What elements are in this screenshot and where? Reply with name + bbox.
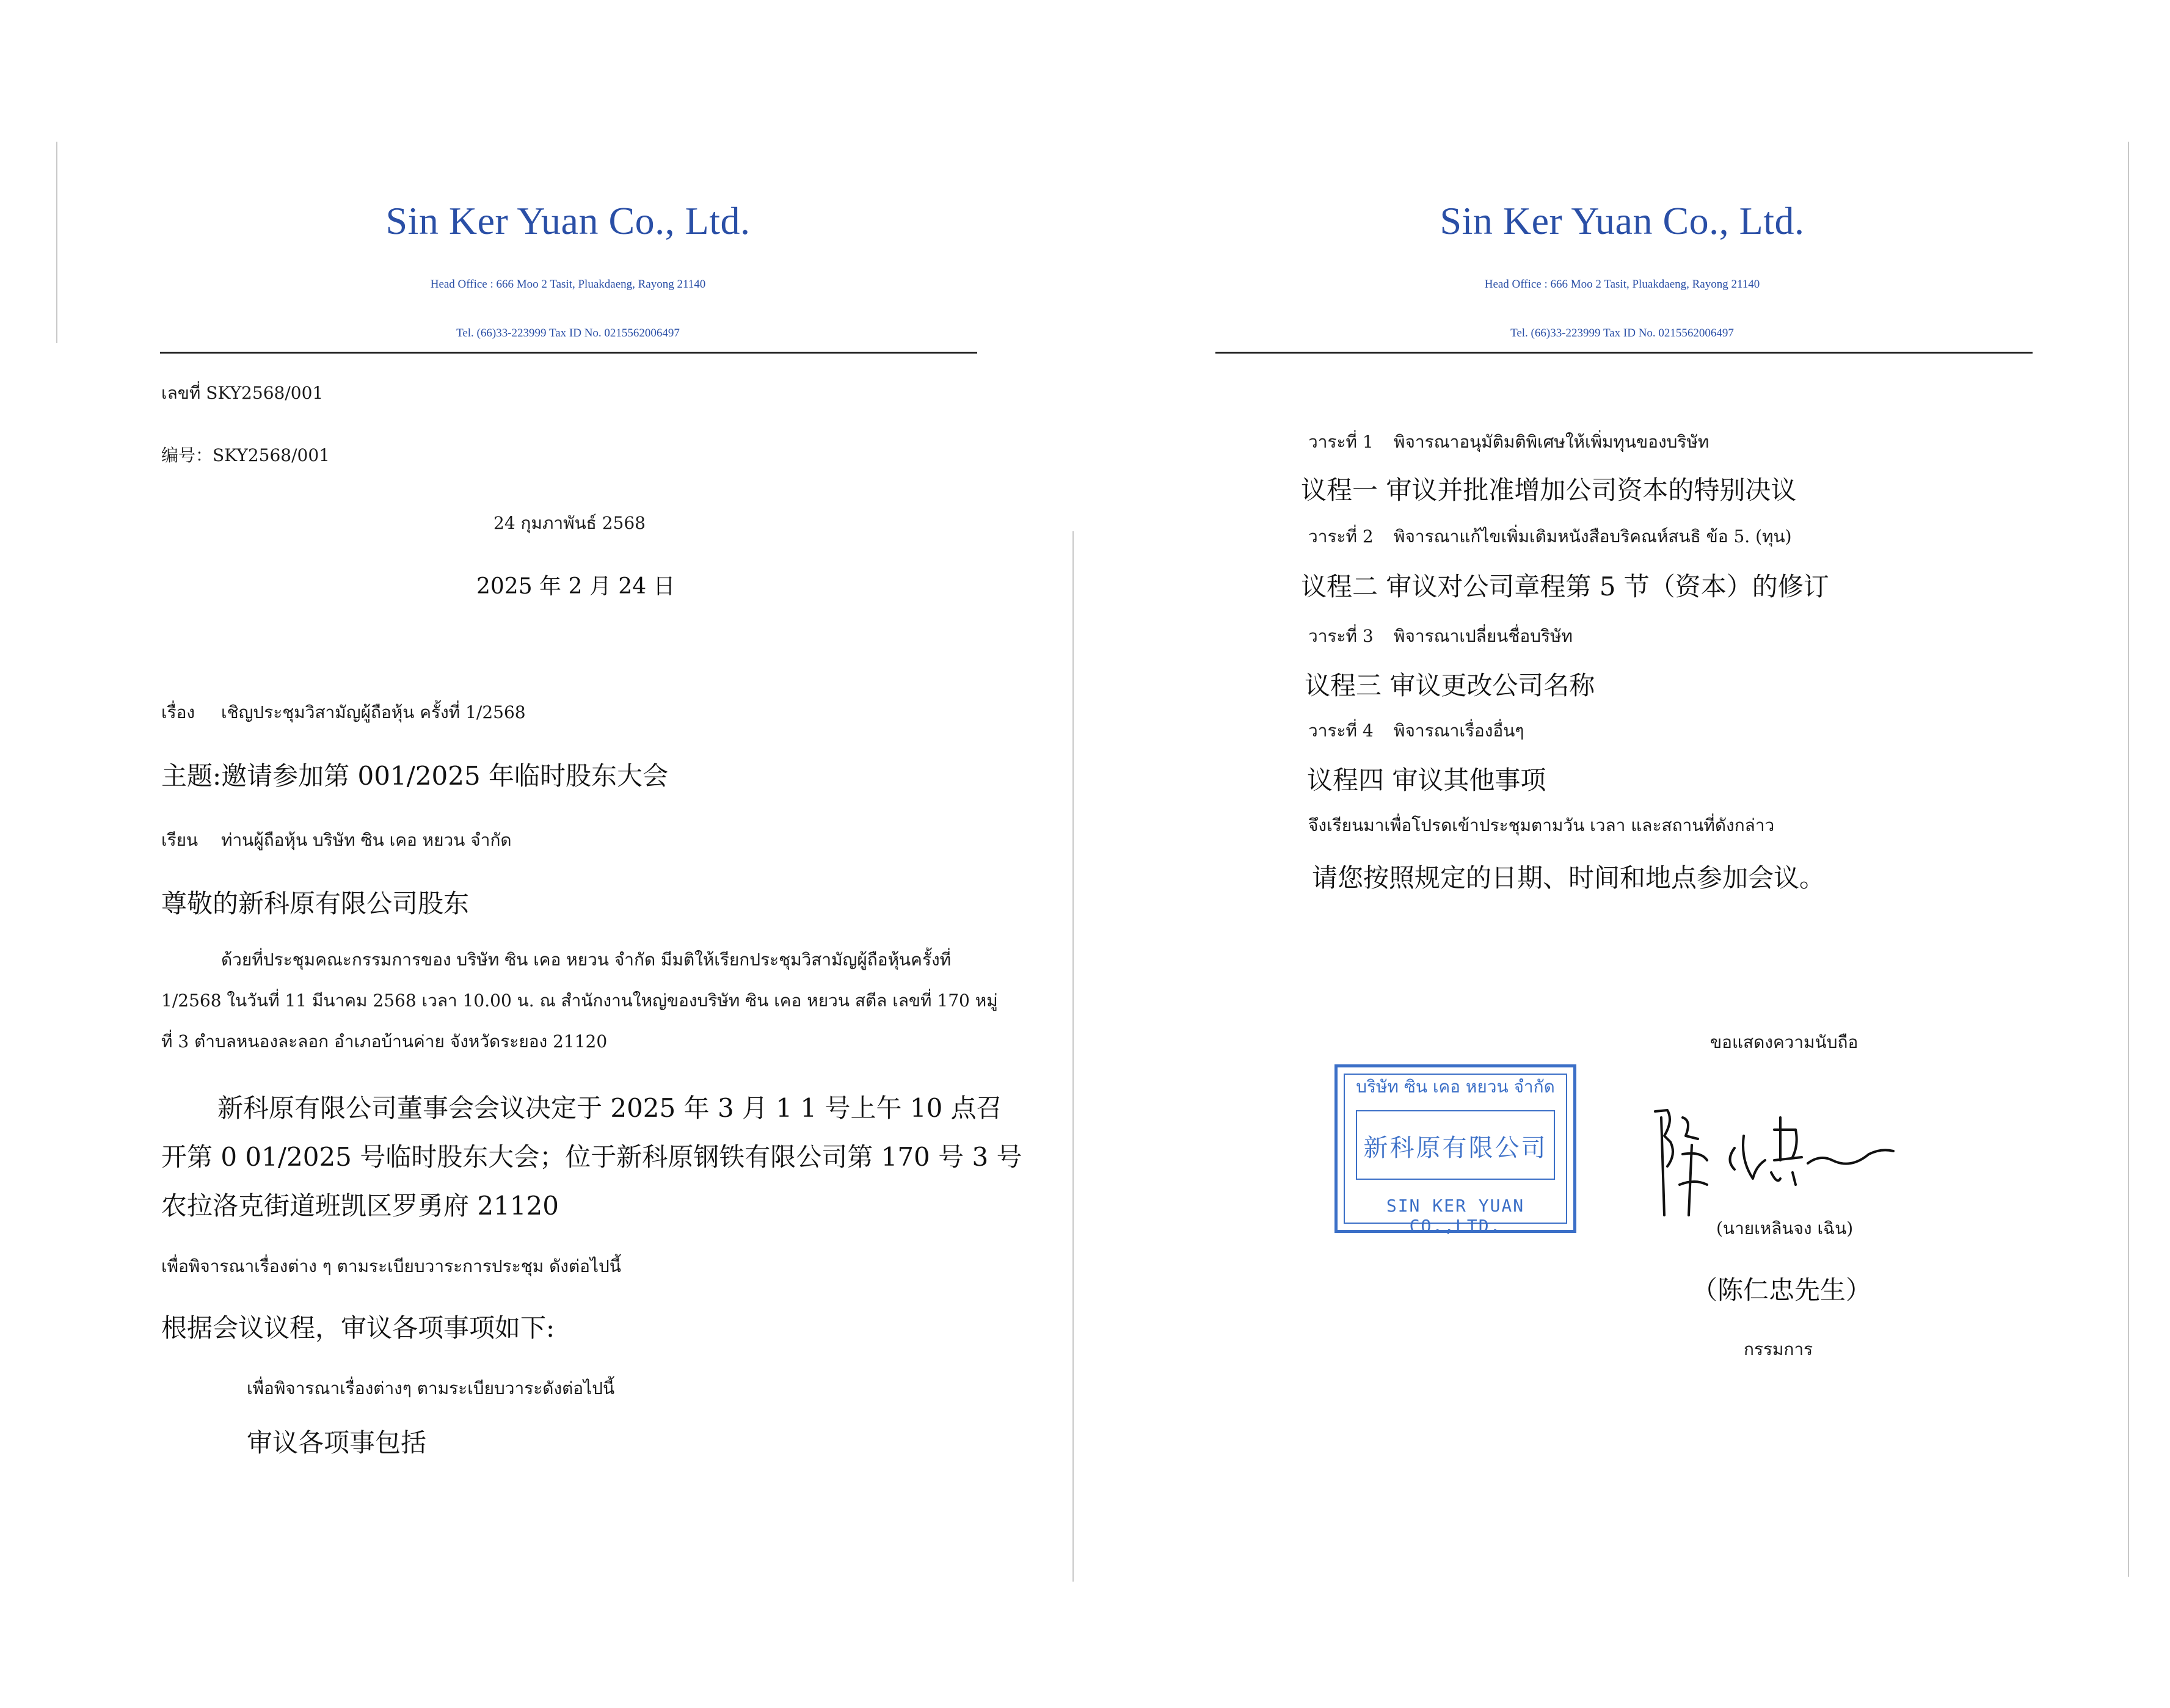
agenda-text-th: พิจารณาแก้ไขเพิ่มเติมหนังสือบริคณห์สนธิ ข้อ 5. (ทุน) — [1394, 526, 1792, 547]
agenda-text-zh: 议程二 审议对公司章程第 5 节（资本）的修订 — [1301, 572, 1829, 601]
letterhead-contact: Tel. (66)33-223999 Tax ID No. 0215562006497 — [456, 327, 680, 340]
recipient-th: ท่านผู้ถือหุ้น บริษัท ซิน เคอ หยวน จำกัด — [221, 830, 512, 850]
stamp-text-en: SIN KER YUAN CO.,LTD. — [1386, 1196, 1525, 1236]
signer-title-th: กรรมการ — [1744, 1339, 1813, 1359]
stamp-text-zh: 新科原有限公司 — [1363, 1134, 1548, 1162]
body-line-th: ที่ 3 ตำบลหนองละลอก อำเภอบ้านค่าย จังหวัดระยอง 21120 — [161, 1031, 608, 1052]
letterhead-rule — [160, 352, 977, 354]
letterhead-address: Head Office : 666 Moo 2 Tasit, Pluakdaeng, Rayong 21140 — [430, 278, 706, 291]
page-divider — [1072, 531, 1074, 1582]
right-page-edge — [2128, 142, 2129, 1577]
signature — [1649, 1093, 1954, 1234]
signer-name-th: (นายเหลินจง เฉิน) — [1716, 1218, 1854, 1238]
reference-number-zh: 编号：SKY2568/001 — [161, 445, 330, 465]
consider-intro-zh: 根据会议议程，审议各项事项如下: — [161, 1313, 555, 1343]
agenda-label-th: วาระที่ 2 — [1308, 526, 1374, 547]
agenda-text-zh: 议程三 审议更改公司名称 — [1305, 670, 1595, 700]
letter-date-zh: 2025 年 2 月 24 日 — [476, 574, 675, 599]
agenda-text-th: พิจารณาอนุมัติมติพิเศษให้เพิ่มทุนของบริษัท — [1394, 432, 1709, 452]
recipient-zh: 尊敬的新科原有限公司股东 — [161, 889, 470, 918]
signer-name-zh: （陈仁忠先生） — [1692, 1275, 1872, 1305]
body-line-th: ด้วยที่ประชุมคณะกรรมการของ บริษัท ซิน เคอ หยวน จำกัด มีมติให้เรียกประชุมวิสามัญผู้ถือหุ้นครั้งที่ — [221, 950, 952, 970]
letterhead-rule — [1215, 352, 2033, 354]
subject-th: เชิญประชุมวิสามัญผู้ถือหุ้น ครั้งที่ 1/2568 — [221, 702, 526, 722]
closing-zh: 请您按照规定的日期、时间和地点参加会议。 — [1312, 863, 1826, 893]
body-line-zh: 农拉洛克街道班凯区罗勇府 21120 — [161, 1191, 559, 1221]
left-page-edge — [56, 142, 57, 343]
regards-th: ขอแสดงความนับถือ — [1710, 1032, 1859, 1052]
letter-date-th: 24 กุมภาพันธ์ 2568 — [493, 513, 646, 533]
closing-th: จึงเรียนมาเพื่อโปรดเข้าประชุมตามวัน เวลา และสถานที่ดังกล่าว — [1308, 815, 1775, 835]
stamp-text-th: บริษัท ซิน เคอ หยวน จำกัด — [1356, 1077, 1555, 1097]
body-line-th: 1/2568 ในวันที่ 11 มีนาคม 2568 เวลา 10.00 น. ณ สำนักงานใหญ่ของบริษัท ซิน เคอ หยวน สตีล เลขที่ 170 หมู่ — [161, 990, 998, 1011]
body-line-zh: 开第 0 01/2025 号临时股东大会；位于新科原钢铁有限公司第 170 号 3 号 — [161, 1142, 1022, 1172]
letterhead-company-name: Sin Ker Yuan Co., Ltd. — [1440, 199, 1805, 242]
consider-list-intro-zh: 审议各项事包括 — [247, 1428, 427, 1458]
agenda-text-zh: 议程一 审议并批准增加公司资本的特别决议 — [1301, 475, 1797, 505]
agenda-label-th: วาระที่ 3 — [1308, 626, 1374, 646]
consider-intro-th: เพื่อพิจารณาเรื่องต่าง ๆ ตามระเบียบวาระการประชุม ดังต่อไปนี้ — [161, 1256, 621, 1276]
body-line-zh: 新科原有限公司董事会会议决定于 2025 年 3 月 1 1 号上午 10 点召 — [217, 1093, 1002, 1123]
stamp-zh-frame — [1356, 1110, 1555, 1180]
subject-zh: 主题:邀请参加第 001/2025 年临时股东大会 — [161, 761, 669, 791]
letterhead-address: Head Office : 666 Moo 2 Tasit, Pluakdaeng, Rayong 21140 — [1484, 278, 1760, 291]
reference-number-th: เลขที่ SKY2568/001 — [161, 383, 324, 403]
agenda-label-th: วาระที่ 1 — [1308, 432, 1374, 452]
subject-label-th: เรื่อง — [161, 702, 195, 722]
agenda-label-th: วาระที่ 4 — [1308, 721, 1374, 741]
letterhead-contact: Tel. (66)33-223999 Tax ID No. 0215562006497 — [1510, 327, 1734, 340]
recipient-label-th: เรียน — [161, 830, 198, 850]
letterhead-company-name: Sin Ker Yuan Co., Ltd. — [385, 199, 751, 242]
company-stamp — [1334, 1064, 1576, 1236]
agenda-text-th: พิจารณาเปลี่ยนชื่อบริษัท — [1394, 626, 1573, 646]
agenda-text-th: พิจารณาเรื่องอื่นๆ — [1394, 721, 1524, 741]
agenda-text-zh: 议程四 审议其他事项 — [1307, 765, 1546, 795]
consider-list-intro-th: เพื่อพิจารณาเรื่องต่างๆ ตามระเบียบวาระดังต่อไปนี้ — [247, 1378, 615, 1398]
